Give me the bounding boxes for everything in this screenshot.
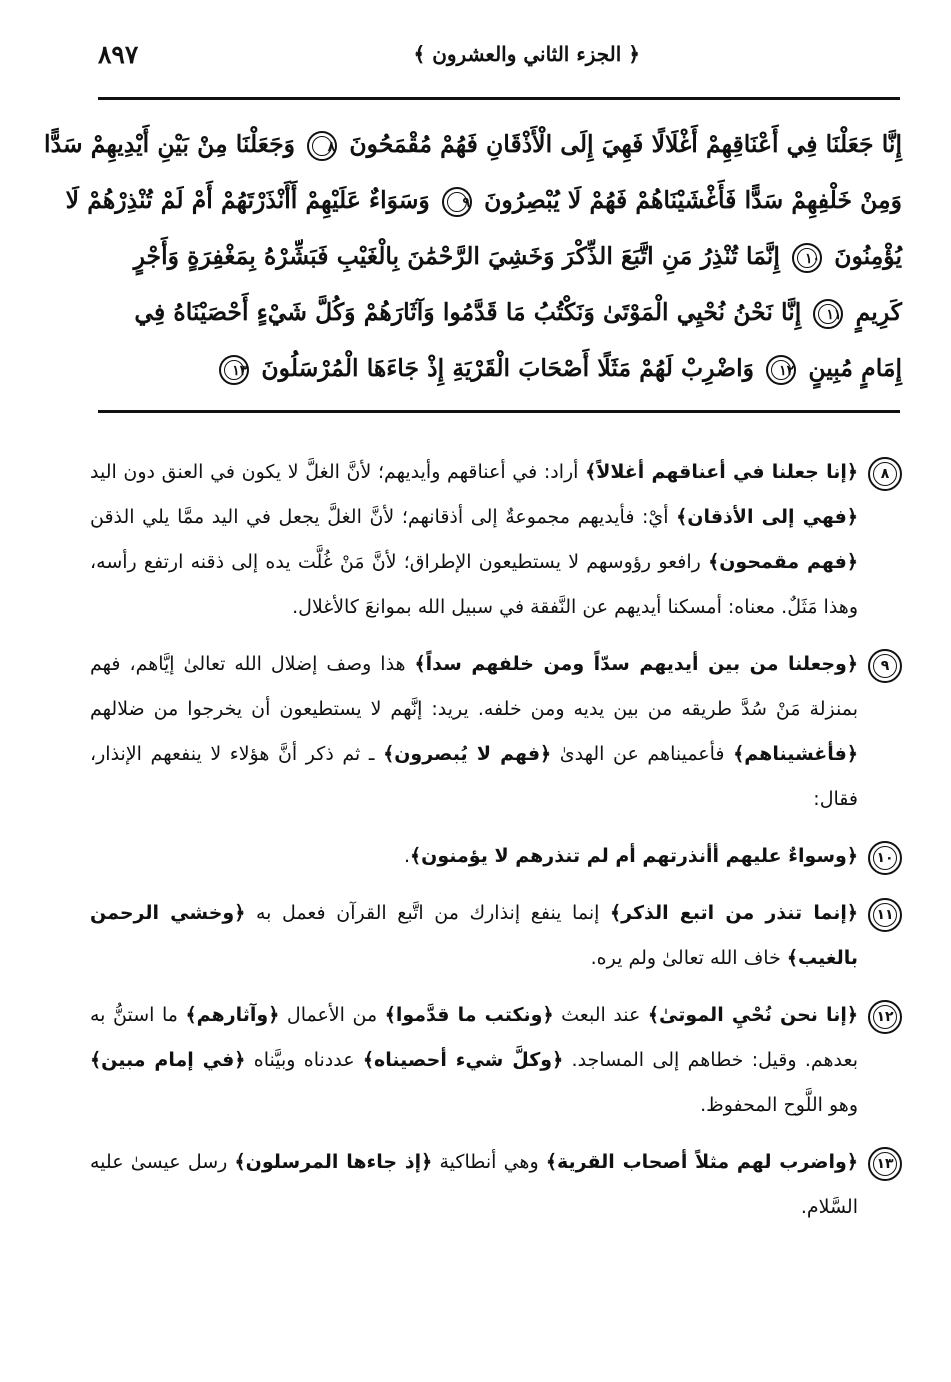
quoted-verse: ﴿إنما تنذر من اتبع الذكر﴾ (610, 902, 858, 924)
commentary-entry (90, 891, 902, 981)
commentary-block (90, 450, 902, 1242)
quoted-verse: ﴿في إمام مبين﴾ (90, 1049, 246, 1071)
verse-number-badge: ١٢ (868, 1000, 902, 1034)
quran-line (90, 284, 902, 340)
commentary-text: من الأعمال (279, 1004, 385, 1026)
quoted-verse: ﴿فهي إلى الأذقان﴾ (676, 506, 858, 528)
quran-verse-text: وَمِنْ خَلْفِهِمْ سَدًّا فَأَغْشَيْنَاهُمْ فَهُمْ لَا يُبْصِرُونَ (475, 186, 902, 214)
commentary-entry (90, 642, 902, 822)
quoted-verse: ﴿إذ جاءها المرسلون﴾ (234, 1151, 433, 1173)
quoted-verse: ﴿فهم مقمحون﴾ (708, 551, 858, 573)
ayah-number-mark: ١٣ (219, 355, 249, 385)
quran-verse-text: وَسَوَاءٌ عَلَيْهِمْ أَأَنْذَرْتَهُمْ أَمْ لَمْ تُنْذِرْهُمْ لَا (65, 186, 438, 214)
commentary-text: عند البعث (553, 1004, 648, 1026)
commentary-text: إنما ينفع إنذارك من اتَّبع القرآن فعمل به (245, 902, 610, 924)
verse-number-badge: ١١ (868, 898, 902, 932)
quoted-verse: ﴿إنا جعلنا في أعناقهم أغلالاً﴾ (585, 461, 858, 483)
header-divider (98, 97, 900, 100)
quoted-verse: ﴿وآثارهم﴾ (185, 1004, 280, 1026)
quran-verse-text: وَاضْرِبْ لَهُمْ مَثَلًا أَصْحَابَ الْقَرْيَةِ إِذْ جَاءَهَا الْمُرْسَلُونَ (253, 354, 763, 382)
quran-verse-text: إِنَّمَا تُنْذِرُ مَنِ اتَّبَعَ الذِّكْرَ وَخَشِيَ الرَّحْمَٰنَ بِالْغَيْبِ فَبَشِّرْهُ بِمَغْفِرَةٍ وَأَجْرٍ (133, 242, 789, 270)
commentary-entry (90, 450, 902, 630)
commentary-entry (90, 1140, 902, 1230)
verse-number-badge: ١٣ (868, 1147, 902, 1181)
header-title: ﴿ الجزء الثاني والعشرون ﴾ (413, 42, 640, 66)
quran-verse-text: وَجَعَلْنَا مِنْ بَيْنِ أَيْدِيهِمْ سَدًّا (44, 130, 304, 158)
section-divider (98, 410, 900, 413)
commentary-text: فأعميناهم عن الهدىٰ (551, 743, 734, 765)
quoted-verse: ﴿وجعلنا من بين أيديهم سدّاً ومن خلفهم سداً﴾ (414, 653, 858, 675)
commentary-entry (90, 834, 902, 879)
quran-verse-text: يُؤْمِنُونَ (826, 242, 902, 270)
quran-line (65, 172, 902, 228)
page-header (98, 38, 900, 82)
quran-verse-text: إِمَامٍ مُبِينٍ (800, 354, 902, 382)
quoted-verse: ﴿وسواءٌ عليهم أأنذرتهم أم لم تنذرهم لا يؤمنون﴾ (410, 845, 858, 867)
quran-verse-text: إِنَّا نَحْنُ نُحْيِي الْمَوْتَىٰ وَنَكْتُبُ مَا قَدَّمُوا وَآثَارَهُمْ وَكُلَّ شَيْءٍ أَحْصَيْنَاهُ فِي (134, 298, 810, 326)
commentary-text: وهو اللَّوح المحفوظ. (700, 1094, 858, 1116)
quoted-verse: ﴿فهم لا يُبصرون﴾ (383, 743, 552, 765)
quoted-verse: ﴿وخشي الرحمن بالغيب﴾ (90, 902, 858, 969)
commentary-text: خاف الله تعالىٰ ولم يره. (590, 947, 787, 969)
quran-line (90, 340, 902, 396)
verse-number-badge: ٨ (868, 457, 902, 491)
quoted-verse: ﴿ونكتب ما قدَّموا﴾ (384, 1004, 554, 1026)
quran-verse-text: إِنَّا جَعَلْنَا فِي أَعْنَاقِهِمْ أَغْلَالًا فَهِيَ إِلَى الْأَذْقَانِ فَهُمْ مُقْمَحُونَ (341, 130, 902, 158)
commentary-text: عددناه وبيَّناه (245, 1049, 363, 1071)
quran-line (90, 228, 902, 284)
ayah-number-mark: ١١ (813, 299, 843, 329)
commentary-text: . (403, 845, 411, 867)
commentary-text: هذا وصف إضلال الله تعالىٰ إيَّاهم، فهم بمنزلة مَنْ سُدَّ طريقه من بين يديه ومن خلفه. يريد: إنَّهم لا يستطيعون أن يخرجوا من ضلالهم (90, 653, 858, 720)
verse-number-badge: ١٠ (868, 841, 902, 875)
commentary-text: ما استنُّ به بعدهم. وقيل: خطاهم إلى المساجد. (90, 1004, 858, 1071)
commentary-text: أراد: في أعناقهم وأيديهم؛ لأنَّ الغلَّ لا يكون في العنق دون اليد (90, 461, 586, 483)
commentary-text: أيْ: فأيديهم مجموعةٌ إلى أذقانهم؛ لأنَّ الغلَّ يجعل في اليد ممَّا يلي الذقن (90, 506, 677, 528)
verse-number-badge: ٩ (868, 649, 902, 683)
ayah-number-mark: ٩ (442, 187, 472, 217)
quran-verse-text: كَرِيمٍ (847, 298, 902, 326)
quoted-verse: ﴿فأغشيناهم﴾ (733, 743, 858, 765)
commentary-entry (90, 993, 902, 1128)
commentary-text: رسل عيسىٰ عليه السَّلام. (90, 1151, 858, 1218)
ayah-number-mark: ١٢ (766, 355, 796, 385)
quran-text-block (44, 116, 902, 396)
page-number: ٨٩٧ (98, 40, 139, 69)
commentary-text: ـ ثم ذكر أنَّ هؤلاء لا ينفعهم الإنذار، فقال: (90, 743, 858, 810)
ayah-number-mark: ٨ (307, 131, 337, 161)
commentary-text: وهي أنطاكية (432, 1151, 546, 1173)
quoted-verse: ﴿واضرب لهم مثلاً أصحاب القرية﴾ (545, 1151, 858, 1173)
ayah-number-mark: ١٠ (792, 243, 822, 273)
quran-line (44, 116, 902, 172)
quoted-verse: ﴿وكلَّ شيء أحصيناه﴾ (362, 1049, 564, 1071)
quoted-verse: ﴿إنا نحن نُحْيِ الموتىٰ﴾ (647, 1004, 858, 1026)
commentary-text: رافعو رؤوسهم لا يستطيعون الإطراق؛ لأنَّ مَنْ غُلَّت يده إلى ذقنه ارتفع رأسه، وهذا مَثَلٌ. معناه: أمسكنا أيديهم عن النَّفقة في سبيل الله بموانعَ كالأغلال. (90, 551, 858, 618)
